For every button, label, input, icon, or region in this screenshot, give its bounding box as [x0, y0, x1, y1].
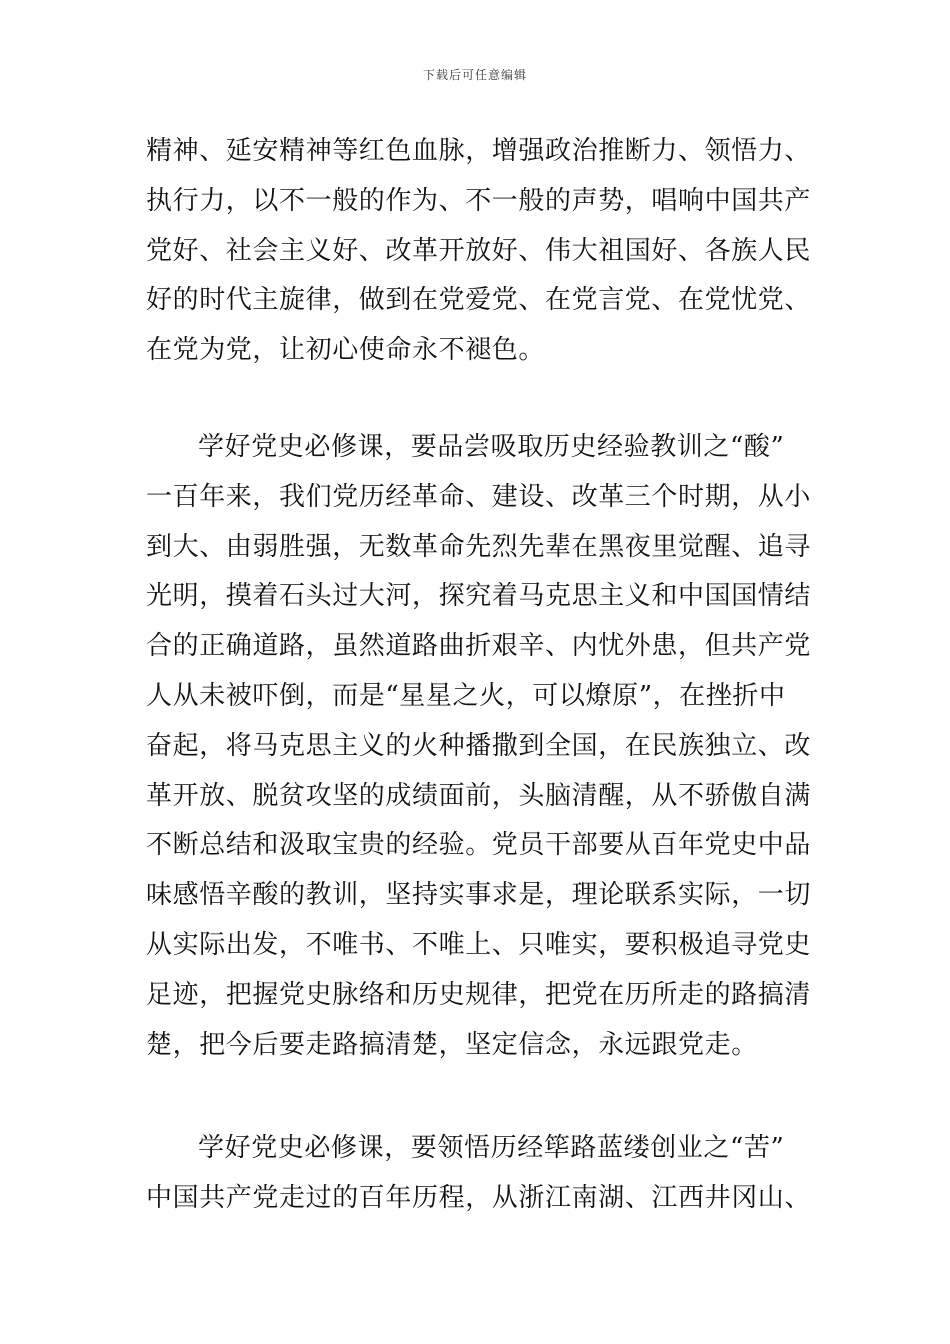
- text-line: 人从未被吓倒，而是“星星之火，可以燎原”，在挫折中: [146, 680, 786, 711]
- text-line: 学好党史必修课，要领悟历经筚路蓝缕创业之“苦”: [198, 1133, 785, 1163]
- text-line: 楚，把今后要走路搞清楚，坚定信念，永远跟党走。: [146, 1029, 758, 1060]
- text-line: 不断总结和汲取宝贵的经验。党员干部要从百年党史中品: [146, 830, 812, 861]
- text-line: 精神、延安精神等红色血脉，增强政治推断力、领悟力、: [146, 136, 812, 166]
- text-line: 到大、由弱胜强，无数革命先烈先辈在黑夜里觉醒、追寻: [146, 531, 812, 562]
- text-line: 味感悟辛酸的教训，坚持实事求是，理论联系实际，一切: [146, 880, 812, 911]
- text-line: 合的正确道路，虽然道路曲折艰辛、内忧外患，但共产党: [146, 631, 812, 662]
- text-line: 中国共产党走过的百年历程，从浙江南湖、江西井冈山、: [146, 1182, 812, 1213]
- text-line: 革开放、脱贫攻坚的成绩面前，头脑清醒，从不骄傲自满: [146, 780, 812, 811]
- text-line: 一百年来，我们党历经革命、建设、改革三个时期，从小: [146, 481, 812, 512]
- paragraph-2: [146, 423, 816, 1070]
- text-line: 好的时代主旋律，做到在党爱党、在党言党、在党忧党、: [146, 285, 812, 316]
- text-line: 执行力，以不一般的作为、不一般的声势，唱响中国共产: [146, 185, 812, 216]
- text-line: 奋起，将马克思主义的火种播撒到全国，在民族独立、改: [146, 730, 812, 761]
- text-line: 光明，摸着石头过大河，探究着马克思主义和中国国情结: [146, 581, 812, 612]
- text-line: 学好党史必修课，要品尝吸取历史经验教训之“酸”: [198, 432, 785, 462]
- page-header-note: 下载后可任意编辑: [422, 68, 527, 82]
- text-line: 党好、社会主义好、改革开放好、伟大祖国好、各族人民: [146, 235, 812, 266]
- paragraph-3: [146, 1124, 816, 1224]
- paragraph-1: [146, 127, 816, 376]
- text-line: 足迹，把握党史脉络和历史规律，把党在历所走的路搞清: [146, 979, 812, 1010]
- text-line: 在党为党，让初心使命永不褪色。: [146, 335, 546, 366]
- text-line: 从实际出发，不唯书、不唯上、只唯实，要积极追寻党史: [146, 929, 812, 960]
